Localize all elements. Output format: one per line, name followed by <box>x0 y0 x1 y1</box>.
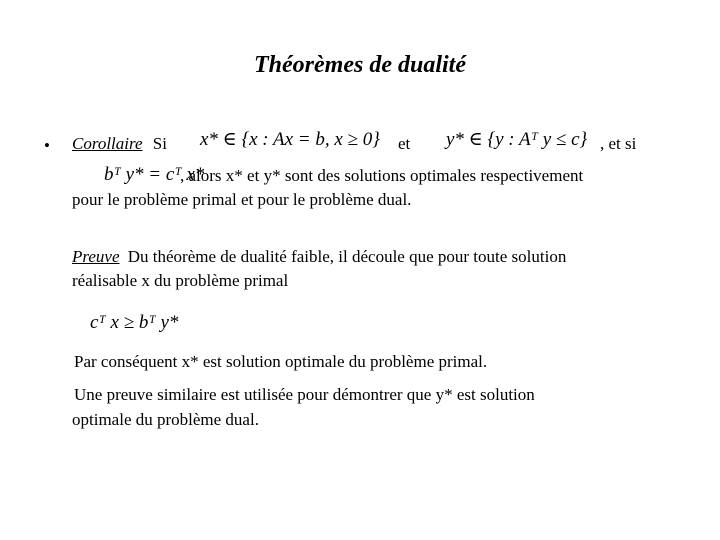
bullet-icon: • <box>44 136 50 155</box>
et-si-words: , et si <box>600 134 637 153</box>
et-word: et <box>398 134 411 153</box>
corollary-line-3: pour le problème primal et pour le problème dual. <box>72 190 412 209</box>
dual-set-equation: y* ∈ {y : Aᵀ y ≤ c} <box>446 129 588 150</box>
corollary-line-1 <box>72 134 167 154</box>
primal-set-equation: x* ∈ {x : Ax = b, x ≥ 0} <box>200 129 380 150</box>
proof-line-3: Par conséquent x* est solution optimale du problème primal. <box>74 352 488 371</box>
proof-label: Preuve <box>72 247 120 266</box>
proof-line-4: Une preuve similaire est utilisée pour démontrer que y* est solution <box>74 385 535 404</box>
proof-line-1 <box>72 247 566 267</box>
si-word: Si <box>152 134 167 153</box>
proof-line-2: réalisable x du problème primal <box>72 271 289 290</box>
proof-line-5: optimale du problème dual. <box>72 410 259 429</box>
equality-equation: bᵀ y* = cᵀ x* <box>104 164 205 185</box>
corollary-label: Corollaire <box>72 134 143 153</box>
corollary-line-2: , alors x* et y* sont des solutions optimales respectivement <box>180 166 584 185</box>
weak-duality-equation: cᵀ x ≥ bᵀ y* <box>90 312 179 333</box>
proof-line-1-text: Du théorème de dualité faible, il découle que pour toute solution <box>127 247 567 266</box>
slide-title: Théorèmes de dualité <box>254 52 466 78</box>
